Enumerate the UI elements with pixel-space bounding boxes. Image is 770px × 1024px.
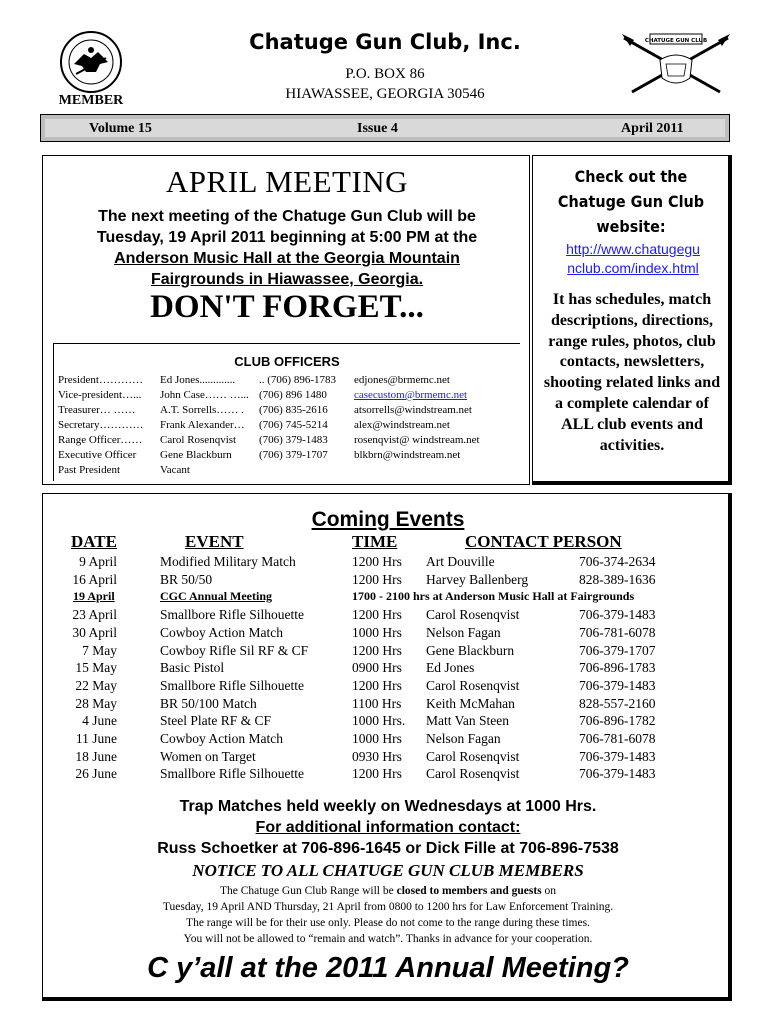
officer-phone: .. (706) 896-1783 xyxy=(259,374,336,386)
event-date: 22 May xyxy=(75,677,117,693)
officer-phone: (706) 379-1707 xyxy=(259,449,328,461)
issue-date: April 2011 xyxy=(621,121,684,136)
event-contact: Gene Blackburn xyxy=(426,642,515,658)
notice-line-2: Tuesday, 19 April AND Thursday, 21 April from 0800 to 1200 hrs for Law Enforcement Training. xyxy=(162,901,614,913)
event-event: Smallbore Rifle Silhouette xyxy=(160,607,304,623)
website-heading-line-3: website: xyxy=(596,217,666,236)
meeting-line-2: Tuesday, 19 April 2011 beginning at 5:00 PM at the xyxy=(96,229,478,246)
dont-forget-reminder: DON'T FORGET... xyxy=(150,289,424,325)
officer-row xyxy=(54,449,524,464)
event-date: 16 April xyxy=(72,571,117,587)
officer-role: Treasurer… …… xyxy=(58,404,136,416)
event-event: Women on Target xyxy=(160,748,256,764)
website-url-part-2[interactable]: nclub.com/index.html xyxy=(567,260,699,276)
event-phone: 706-379-1707 xyxy=(579,642,656,658)
event-date: 26 June xyxy=(75,766,117,782)
event-contact: Carol Rosenqvist xyxy=(426,766,520,782)
event-phone: 706-379-1483 xyxy=(579,607,656,623)
officer-role: Executive Officer xyxy=(58,449,137,461)
officer-email[interactable]: casecustom@brmemc.net xyxy=(354,389,468,401)
officer-email: alex@windstream.net xyxy=(354,419,450,431)
event-row xyxy=(43,749,733,766)
officer-name: Carol Rosenqvist xyxy=(160,434,237,446)
event-event: BR 50/50 xyxy=(160,571,213,587)
event-row xyxy=(43,766,733,783)
event-time: 1700 - 2100 hrs at Anderson Music Hall at Fairgrounds xyxy=(352,589,635,604)
meeting-line-4: Fairgrounds in Hiawassee, Georgia. xyxy=(150,271,424,288)
event-date: 15 May xyxy=(75,660,117,676)
notice-text xyxy=(63,883,713,947)
officer-row xyxy=(54,419,524,434)
event-event: CGC Annual Meeting xyxy=(160,589,273,604)
officer-row xyxy=(54,404,524,419)
event-date: 18 June xyxy=(75,748,117,764)
trap-contact-line: Russ Schoetker at 706-896-1645 or Dick Fille at 706-896-7538 xyxy=(157,840,619,857)
officer-name: Frank Alexander… xyxy=(160,419,245,431)
officer-row xyxy=(54,389,524,404)
issue-number: Issue 4 xyxy=(357,121,398,136)
event-row xyxy=(43,660,733,677)
meeting-line-1: The next meeting of the Chatuge Gun Club will be xyxy=(98,208,476,225)
officer-row xyxy=(54,464,524,479)
officer-email: rosenqvist@ windstream.net xyxy=(354,434,480,446)
event-contact: Ed Jones xyxy=(426,660,475,676)
officer-role: Range Officer…… xyxy=(58,434,143,446)
event-date: 11 June xyxy=(75,731,117,746)
event-row xyxy=(43,643,733,660)
notice-line-1c: on xyxy=(541,885,557,897)
trap-info-line: For additional information contact: xyxy=(255,819,521,836)
event-contact: Carol Rosenqvist xyxy=(426,607,520,623)
officer-name: Ed Jones............. xyxy=(160,374,236,386)
notice-line-4: You will not be allowed to “remain and watch”. Thanks in advance for your cooperation. xyxy=(183,933,593,945)
col-header-date: DATE xyxy=(71,532,117,551)
meeting-heading: APRIL MEETING xyxy=(165,164,409,199)
coming-events-title: Coming Events xyxy=(311,508,465,531)
officer-phone: (706) 835-2616 xyxy=(259,404,328,416)
event-time: 1100 Hrs xyxy=(352,695,402,711)
officer-phone: (706) 745-5214 xyxy=(259,419,328,431)
event-time: 1200 Hrs xyxy=(352,677,402,693)
event-contact: Harvey Ballenberg xyxy=(426,571,529,587)
website-link[interactable] xyxy=(543,240,723,278)
officer-phone: (706) 896 1480 xyxy=(259,389,327,401)
event-time: 1200 Hrs xyxy=(352,554,402,569)
officer-row xyxy=(54,434,524,449)
officer-row xyxy=(54,374,524,389)
officer-role: President………… xyxy=(58,374,143,386)
col-header-time: TIME xyxy=(352,532,398,551)
trap-matches-line: Trap Matches held weekly on Wednesdays at 1000 Hrs. xyxy=(179,798,597,815)
event-date: 28 May xyxy=(75,695,117,711)
club-officers-table xyxy=(53,343,520,481)
website-description: It has schedules, match descriptions, directions, range rules, photos, club contacts, newsletters, shooting related links and a complete calendar of ALL club events and activities. xyxy=(543,291,721,454)
event-event: Steel Plate RF & CF xyxy=(160,713,272,729)
closing-message: C y’all at the 2011 Annual Meeting? xyxy=(147,952,629,984)
officer-name: A.T. Sorrells…… . xyxy=(160,404,244,416)
april-meeting-box xyxy=(42,155,530,485)
event-row xyxy=(43,607,733,624)
officer-phone: (706) 379-1483 xyxy=(259,434,328,446)
event-time: 1200 Hrs xyxy=(352,766,402,782)
event-phone: 828-557-2160 xyxy=(579,695,656,711)
event-phone: 828-389-1636 xyxy=(579,571,656,587)
event-event: Smallbore Rifle Silhouette xyxy=(160,677,304,693)
event-time: 1200 Hrs xyxy=(352,571,402,587)
officer-email: atsorrells@windstream.net xyxy=(354,404,472,416)
notice-closed-emphasis: closed to members and guests xyxy=(396,885,542,897)
notice-line-1a: The Chatuge Gun Club Range will be xyxy=(219,885,397,897)
event-phone: 706-374-2634 xyxy=(579,554,656,569)
city-state-zip: HIAWASSEE, GEORGIA 30546 xyxy=(285,86,485,102)
officer-email: blkbrn@windstream.net xyxy=(354,449,461,461)
coming-events-box xyxy=(42,493,732,1001)
event-phone: 706-379-1483 xyxy=(579,766,656,782)
event-contact: Carol Rosenqvist xyxy=(426,677,520,693)
event-row xyxy=(43,572,733,589)
club-officers-title: CLUB OFFICERS xyxy=(234,354,340,369)
notice-heading: NOTICE TO ALL CHATUGE GUN CLUB MEMBERS xyxy=(192,861,584,880)
notice-line-1 xyxy=(63,883,713,899)
event-event: Modified Military Match xyxy=(160,554,296,569)
club-name: Chatuge Gun Club, Inc. xyxy=(249,30,521,54)
event-time: 1200 Hrs xyxy=(352,607,402,623)
website-heading-line-2: Chatuge Gun Club xyxy=(557,192,705,211)
event-time: 1000 Hrs xyxy=(352,624,402,640)
rifle-logo-text: CHATUGE GUN CLUB xyxy=(644,38,708,44)
event-contact: Nelson Fagan xyxy=(426,731,501,746)
event-row xyxy=(43,713,733,730)
volume-issue-bar xyxy=(40,114,730,142)
event-date: 9 April xyxy=(79,554,117,569)
nra-member-text: MEMBER xyxy=(58,93,124,108)
officer-name: Vacant xyxy=(160,464,190,476)
po-box: P.O. BOX 86 xyxy=(345,66,425,82)
officer-role: Past President xyxy=(58,464,121,476)
website-heading-line-1: Check out the xyxy=(574,167,688,186)
crossed-rifles-icon xyxy=(620,26,732,106)
event-date: 4 June xyxy=(82,713,117,729)
event-contact: Art Douville xyxy=(426,554,495,569)
event-date: 23 April xyxy=(72,607,117,623)
event-row xyxy=(43,554,733,571)
event-contact: Matt Van Steen xyxy=(426,713,509,729)
event-phone: 706-781-6078 xyxy=(579,624,656,640)
event-contact: Carol Rosenqvist xyxy=(426,748,520,764)
event-row xyxy=(43,625,733,642)
event-event: Smallbore Rifle Silhouette xyxy=(160,766,304,782)
officer-email: edjones@brmemc.net xyxy=(354,374,450,386)
event-phone: 706-781-6078 xyxy=(579,731,656,746)
website-box xyxy=(532,155,732,485)
meeting-details xyxy=(53,206,521,290)
event-contact: Keith McMahan xyxy=(426,695,515,711)
club-rifle-logo xyxy=(620,26,732,106)
event-event: Basic Pistol xyxy=(160,660,225,676)
event-time: 1000 Hrs xyxy=(352,731,402,746)
event-date: 19 April xyxy=(73,589,115,604)
event-time: 0930 Hrs xyxy=(352,748,402,764)
event-row xyxy=(43,589,733,606)
notice-line-3: The range will be for their use only. Please do not come to the range during these times. xyxy=(186,917,590,929)
event-date: 30 April xyxy=(72,624,117,640)
event-event: Cowboy Rifle Sil RF & CF xyxy=(160,642,309,658)
event-row xyxy=(43,731,733,748)
event-phone: 706-896-1782 xyxy=(579,713,656,729)
event-event: BR 50/100 Match xyxy=(160,695,257,711)
meeting-line-3: Anderson Music Hall at the Georgia Mountain xyxy=(114,250,460,267)
website-heading xyxy=(543,164,719,239)
event-time: 0900 Hrs xyxy=(352,660,402,676)
event-date: 7 May xyxy=(82,642,117,658)
event-phone: 706-379-1483 xyxy=(579,748,656,764)
col-header-contact: CONTACT PERSON xyxy=(465,532,622,551)
website-url-part-1[interactable]: http://www.chatugegu xyxy=(566,241,700,257)
officer-role: Secretary………… xyxy=(58,419,144,431)
col-header-event: EVENT xyxy=(185,532,244,551)
event-phone: 706-896-1783 xyxy=(579,660,656,676)
officer-role: Vice-president…... xyxy=(58,389,142,401)
event-row xyxy=(43,678,733,695)
event-event: Cowboy Action Match xyxy=(160,731,283,746)
event-time: 1200 Hrs xyxy=(352,642,402,658)
event-phone: 706-379-1483 xyxy=(579,677,656,693)
event-contact: Nelson Fagan xyxy=(426,624,501,640)
officer-name: John Case…… …... xyxy=(160,389,249,401)
officer-name: Gene Blackburn xyxy=(160,449,232,461)
volume-number: Volume 15 xyxy=(89,121,152,136)
event-row xyxy=(43,696,733,713)
event-event: Cowboy Action Match xyxy=(160,624,283,640)
event-time: 1000 Hrs. xyxy=(352,713,406,729)
